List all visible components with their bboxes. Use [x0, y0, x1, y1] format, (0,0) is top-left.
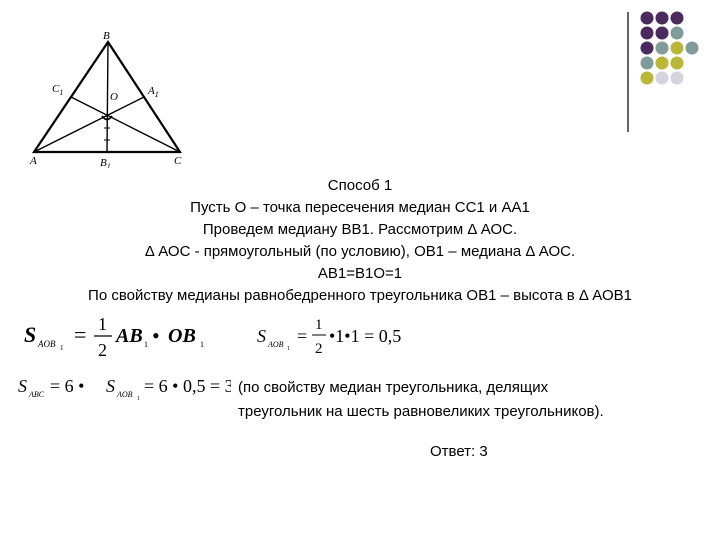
f3-subsub2: 1 [137, 396, 140, 402]
f3-s: S [18, 376, 27, 396]
f1-s: S [24, 322, 37, 347]
f1-ob: OB [168, 325, 196, 347]
f3-sub: ABC [29, 390, 45, 399]
formula-area-value [255, 312, 425, 362]
f1-num: 1 [98, 314, 107, 334]
decor-dot [641, 42, 654, 55]
decor-dot [671, 42, 684, 55]
label-c: C [174, 155, 182, 167]
f1-den: 2 [98, 340, 107, 360]
label-c1: $C_1$ [52, 83, 64, 97]
decor-dot-grid [640, 10, 710, 120]
f2-s: S [257, 326, 266, 346]
f3-mid: = 6 • [50, 376, 85, 396]
formula-area-aob1 [22, 312, 222, 362]
text-line-4: Δ АОС - прямоугольный (по условию), ОВ1 – медиана Δ АОС. [144, 243, 576, 260]
median-property-note [238, 376, 604, 424]
f2-sub: AOB [268, 340, 284, 349]
f1-sub: AOB [38, 339, 56, 349]
f1-eq: = [74, 322, 87, 347]
label-b: B [103, 30, 110, 42]
note-line-2: треугольник на шесть равновеликих треугольников). [238, 403, 604, 420]
answer: Ответ: 3 [430, 443, 488, 460]
decor-dot [656, 42, 669, 55]
decor-dot [656, 72, 669, 85]
decor-dot [686, 42, 699, 55]
formula-3-svg [16, 370, 231, 410]
decor-dot [641, 27, 654, 40]
label-o: O [110, 91, 118, 103]
f3-rest: = 6 • 0,5 = 3 [144, 376, 231, 396]
f1-ab-sub: 1 [144, 340, 148, 349]
dot-grid-svg [640, 10, 710, 120]
f2-eq: = [297, 326, 308, 346]
decor-dot [671, 27, 684, 40]
decor-dot [656, 12, 669, 25]
f2-rest: •1•1 = 0,5 [329, 326, 402, 346]
formula-1-svg [22, 312, 222, 362]
f3-sub2: AOB [117, 390, 133, 399]
f2-num: 1 [315, 317, 323, 333]
decor-dot [671, 57, 684, 70]
f1-subsub: 1 [60, 344, 64, 352]
decor-dot [641, 12, 654, 25]
label-a1: $A_1$ [148, 85, 159, 99]
label-b1: $B_1$ [100, 157, 111, 168]
decor-dot [671, 12, 684, 25]
decor-vertical-line [627, 12, 629, 132]
decor-dot [656, 57, 669, 70]
decor-dot [671, 72, 684, 85]
decor-dot [641, 57, 654, 70]
text-line-2: Пусть О – точка пересечения медиан СС1 и АА1 [190, 199, 530, 216]
f1-ab: AB [116, 325, 143, 347]
triangle-diagram [28, 28, 198, 168]
f2-den: 2 [315, 341, 323, 357]
text-line-5: АВ1=В1О=1 [317, 265, 403, 282]
f1-ob-sub: 1 [200, 340, 204, 349]
decor-dot [641, 72, 654, 85]
method-title: Способ 1 [327, 177, 393, 194]
label-a: A [30, 155, 37, 167]
decor-dot [656, 27, 669, 40]
f3-s2: S [106, 376, 115, 396]
f2-subsub: 1 [287, 346, 290, 352]
formula-2-svg [255, 312, 425, 362]
text-line-3: Проведем медиану ВВ1. Рассмотрим Δ АОС. [202, 221, 518, 238]
formula-area-abc [16, 370, 231, 410]
triangle-figure [28, 28, 198, 168]
text-line-6: По свойству медианы равнобедренного треугольника ОВ1 – высота в Δ АОВ1 [88, 287, 632, 304]
f1-dot: • [152, 323, 160, 348]
note-line-1: (по свойству медиан треугольника, делящих [238, 379, 549, 396]
